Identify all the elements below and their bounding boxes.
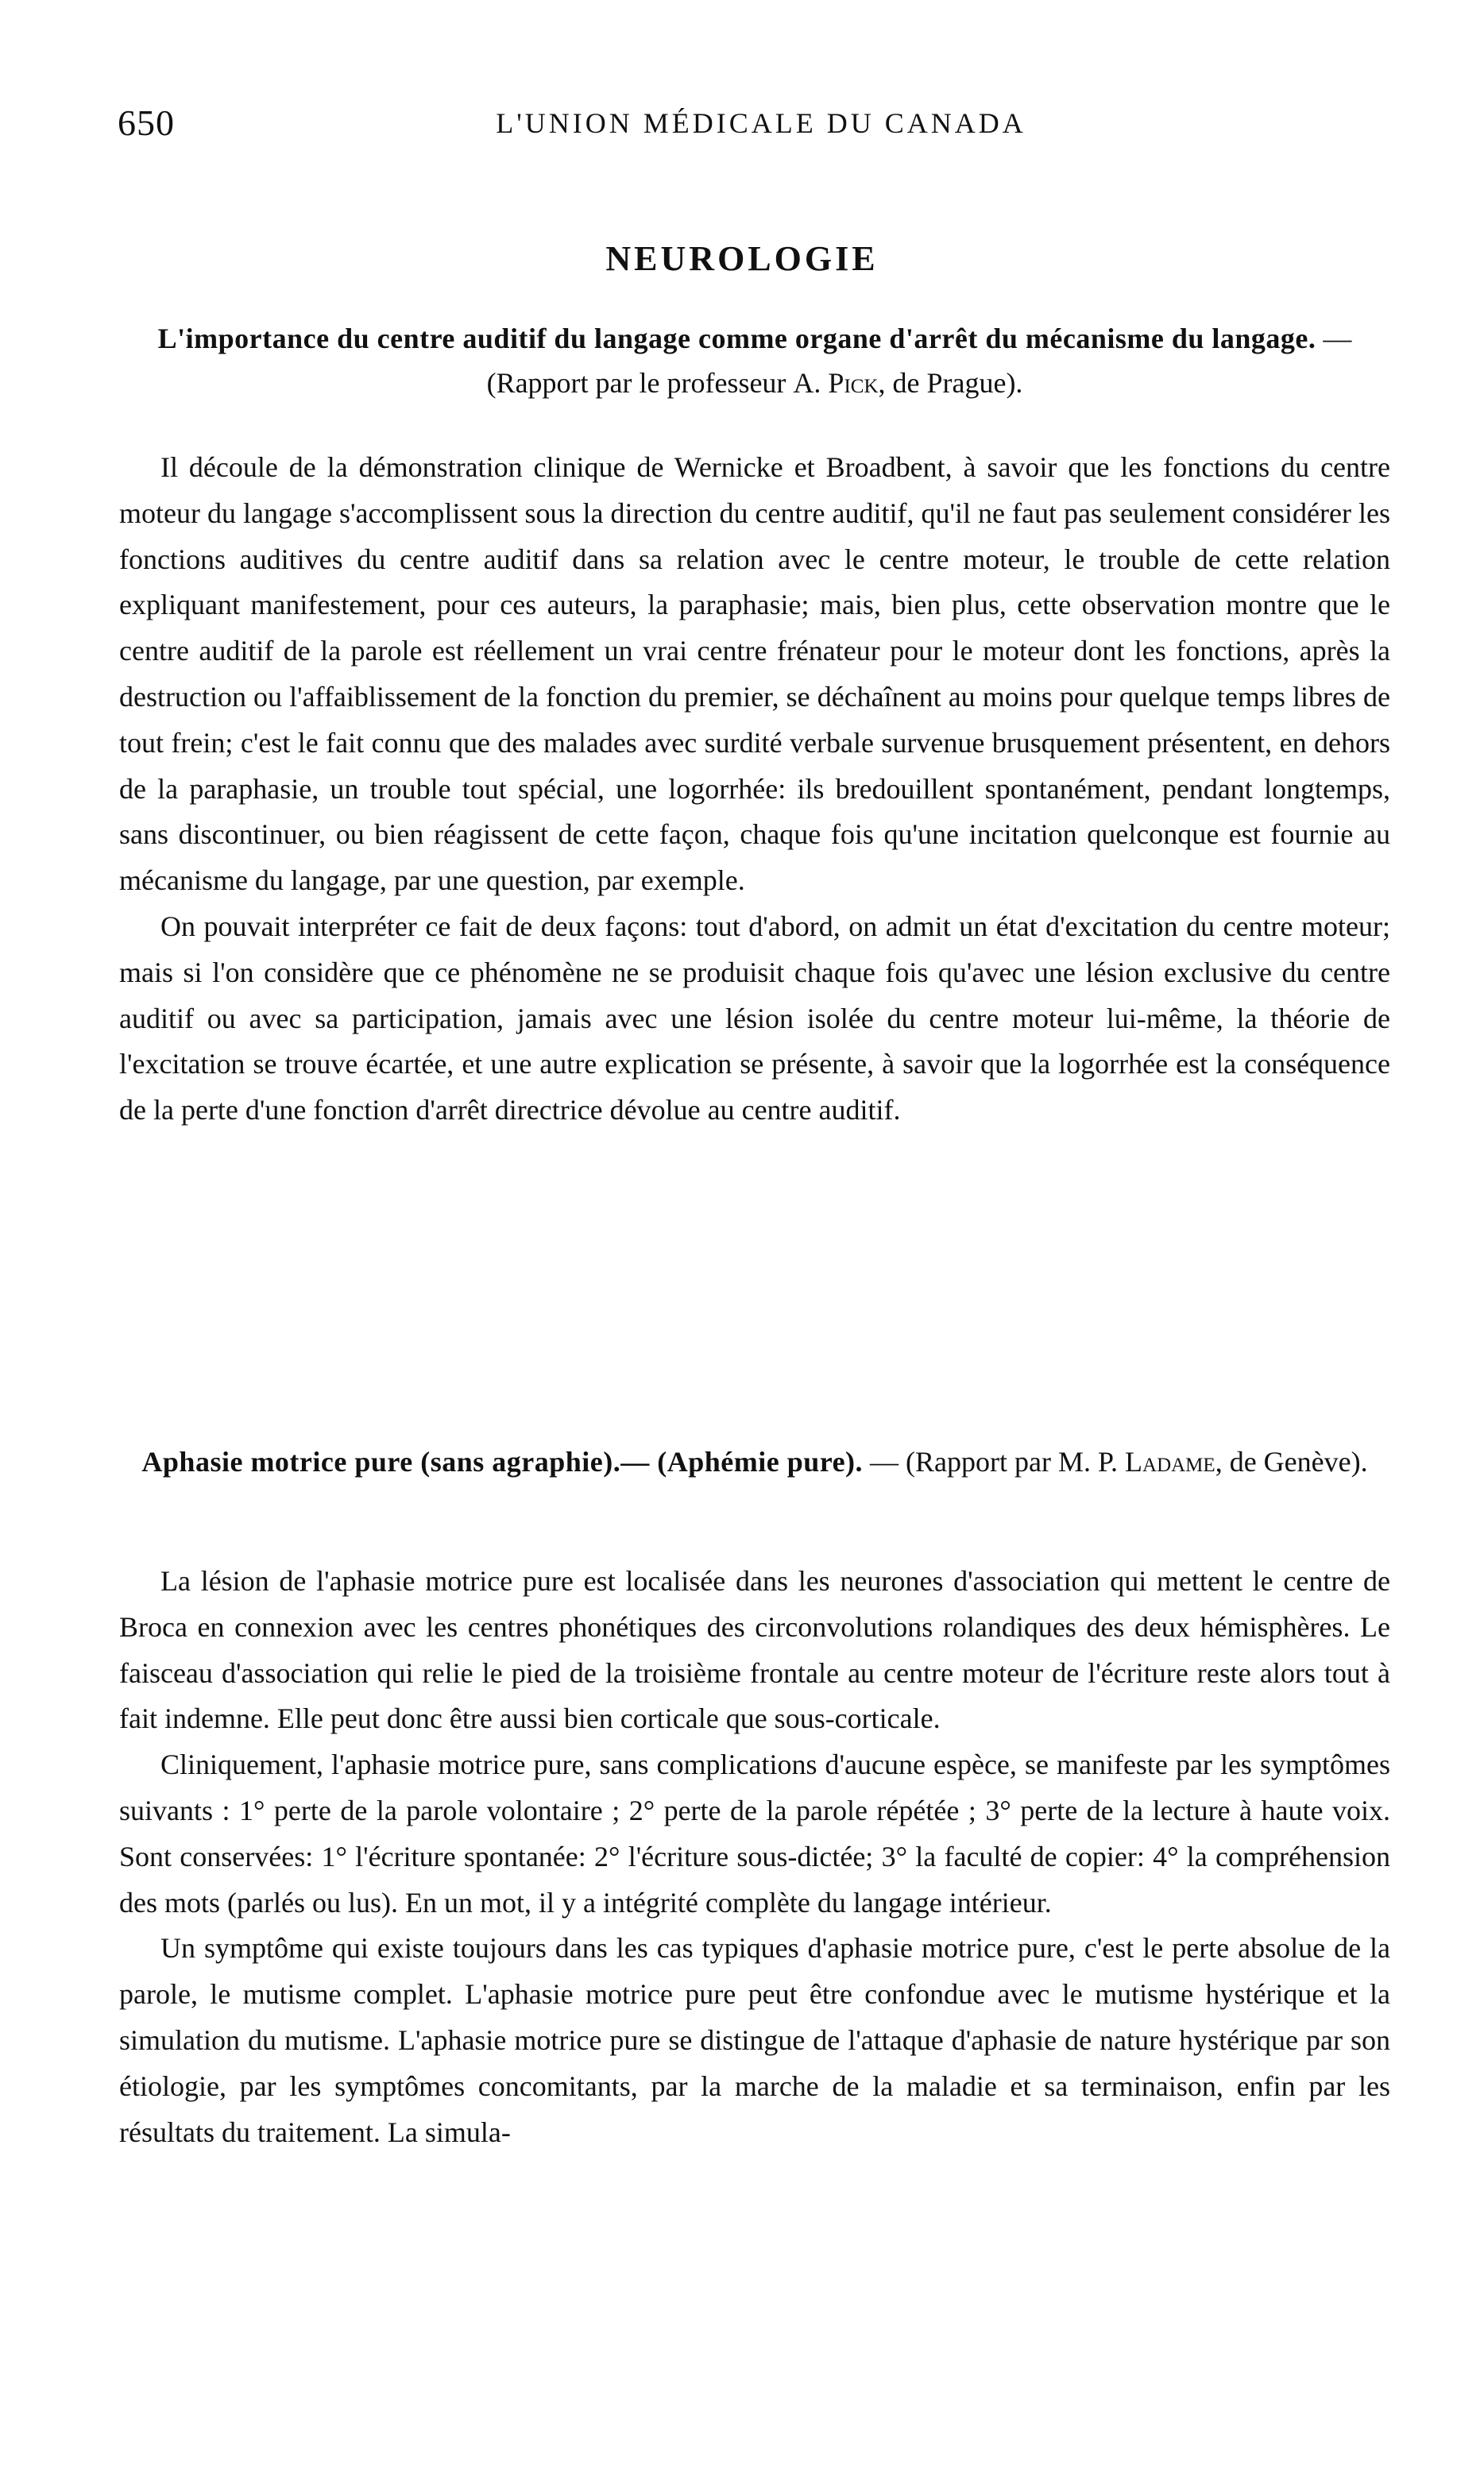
page-number: 650: [118, 102, 175, 143]
article-1-heading: [119, 316, 1390, 405]
article-2-byline-prefix: — (Rapport par M. P.: [870, 1446, 1119, 1478]
article-2-heading: [119, 1440, 1390, 1484]
article-2-paragraph: La lésion de l'aphasie motrice pure est localisée dans les neurones d'association qui mettent le centre de Broca en connexion avec les centres phonétiques des circonvolutions rolandiques des deux hémisphères. Le faisceau d'association qui relie le pied de la troisième frontale au centre moteur de l'écriture reste alors tout à fait indemne. Elle peut donc être aussi bien corticale que sous-corticale.: [119, 1565, 1390, 1735]
article-1-paragraph: Il découle de la démonstration clinique de Wernicke et Broadbent, à savoir que les fonctions du centre moteur du langage s'accomplissent sous la direction du centre auditif, qu'il ne faut pas seulement considérer les fonctions auditives du centre auditif dans sa relation avec le centre moteur, le trouble de cette relation expliquant manifestement, pour ces auteurs, la paraphasie; mais, bien plus, cette observation montre que le centre auditif de la parole est réellement un vrai centre frénateur pour le moteur dont les fonctions, après la destruction ou l'affaiblissement de la fonction du premier, se déchaînent au moins pour quelque temps libres de tout frein; c'est le fait connu que des malades avec surdité verbale survenue brusquement présentent, en dehors de la paraphasie, un trouble tout spécial, une logorrhée: ils bredouillent spontanément, pendant longtemps, sans discontinuer, ou bien réagissent de cette façon, chaque fois qu'une incitation quelconque est fournie au mécanisme du langage, par une question, par exemple.: [119, 451, 1390, 897]
section-title: NEUROLOGIE: [605, 239, 879, 278]
article-1-author: A. Pick: [793, 367, 879, 399]
article-1-title: L'importance du centre auditif du langage comme organe d'arrêt du mécanisme du langage.: [157, 323, 1316, 354]
article-2-paragraph: Un symptôme qui existe toujours dans les cas typiques d'aphasie motrice pure, c'est le perte absolue de la parole, le mutisme complet. L'aphasie motrice pure peut être confondue avec le mutisme hystérique et la simulation du mutisme. L'aphasie motrice pure se distingue de l'attaque d'aphasie de nature hystérique par son étiologie, par les symptômes concomitants, par la marche de la maladie et sa terminaison, enfin par les résultats du traitement. La simula-: [119, 1932, 1390, 2148]
article-2-paragraph: Cliniquement, l'aphasie motrice pure, sans complications d'aucune espèce, se manifeste par les symptômes suivants : 1° perte de la parole volontaire ; 2° perte de la parole répétée ; 3° perte de la lecture à haute voix. Sont conservées: 1° l'écriture spontanée: 2° l'écriture sous-dictée; 3° la faculté de copier: 4° la compréhension des mots (parlés ou lus). En un mot, il y a intégrité complète du langage intérieur.: [119, 1749, 1390, 1919]
article-1-byline-prefix: — (Rapport par le professeur: [486, 323, 1352, 399]
article-2-byline-suffix: , de Genève).: [1215, 1446, 1368, 1478]
article-1-body: [119, 445, 1390, 1134]
article-2-author: Ladame: [1125, 1446, 1215, 1478]
running-head: L'UNION MÉDICALE DU CANADA: [496, 107, 1026, 139]
article-2-body: [119, 1559, 1390, 2155]
article-1-paragraph: On pouvait interpréter ce fait de deux façons: tout d'abord, on admit un état d'excitation du centre moteur; mais si l'on considère que ce phénomène ne se produisit chaque fois qu'avec une lésion exclusive du centre auditif ou avec sa participation, jamais avec une lésion isolée du centre moteur lui-même, la théorie de l'excitation se trouve écartée, et une autre explication se présente, à savoir que la logorrhée est la conséquence de la perte d'une fonction d'arrêt directrice dévolue au centre auditif.: [119, 910, 1390, 1126]
article-2-title: Aphasie motrice pure (sans agraphie).— (Aphémie pure).: [141, 1446, 864, 1478]
page-header: [118, 102, 1405, 149]
article-1-byline-suffix: , de Prague).: [878, 367, 1023, 399]
